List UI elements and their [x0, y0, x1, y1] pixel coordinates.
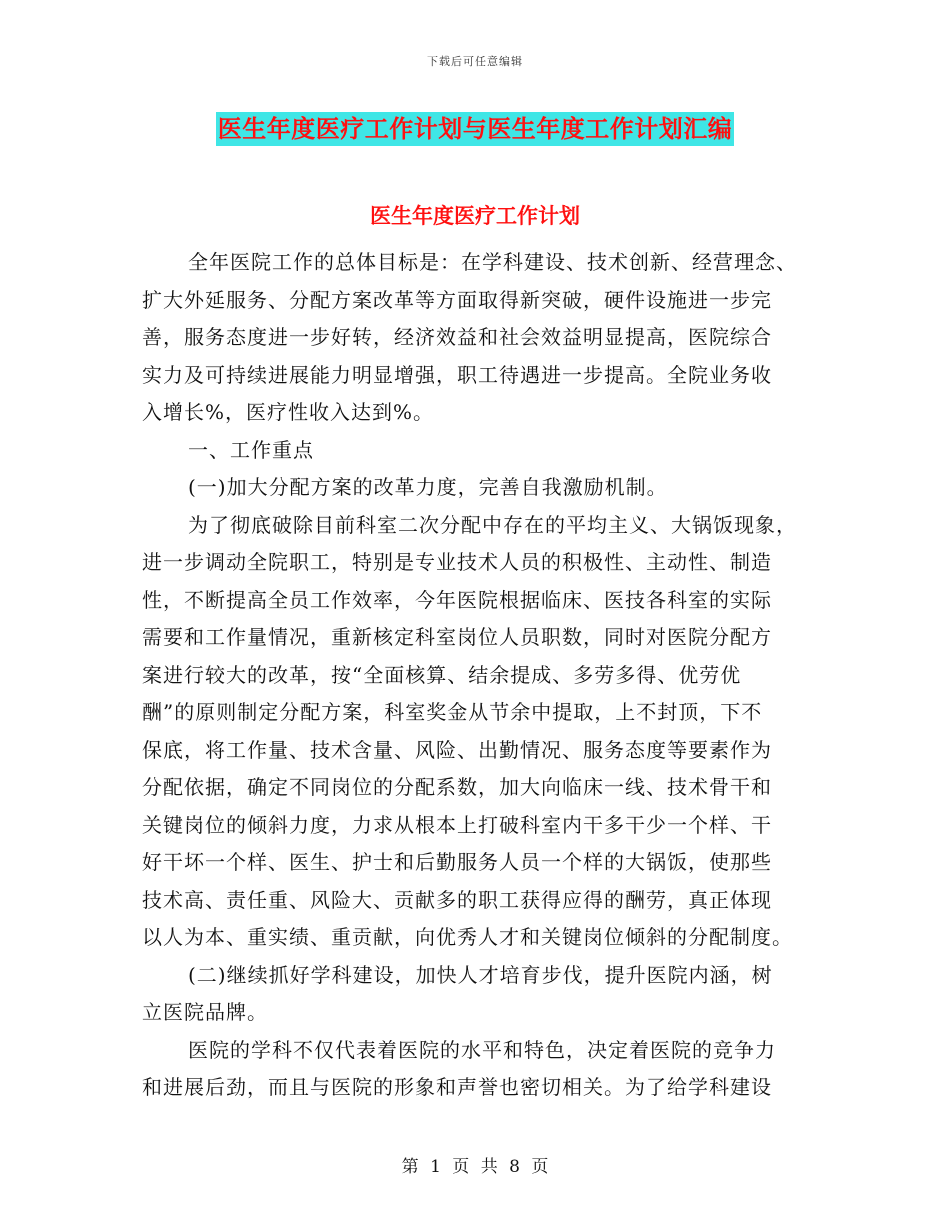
- body-line: 实力及可持续进展能力明显增强，职工待遇进一步提高。全院业务收: [142, 362, 772, 387]
- page-header-note: 下载后可任意编辑: [427, 55, 523, 68]
- body-line: 案进行较大的改革，按“全面核算、结余提成、多劳多得、优劳优: [142, 662, 742, 687]
- body-text: [142, 244, 810, 1107]
- body-line: 和进展后劲，而且与医院的形象和声誉也密切相关。为了给学科建设: [142, 1075, 772, 1099]
- body-line: 分配依据，确定不同岗位的分配系数，加大向临床一线、技术骨干和: [142, 775, 772, 799]
- body-line: 进一步调动全院职工，特别是专业技术人员的积极性、主动性、制造: [142, 550, 772, 574]
- body-line: 好干坏一个样、医生、护士和后勤服务人员一个样的大锅饭，使那些: [142, 850, 772, 874]
- body-line: 善，服务态度进一步好转，经济效益和社会效益明显提高，医院综合: [142, 325, 772, 349]
- body-line: 一、工作重点: [188, 437, 314, 462]
- document-main-title: 医生年度医疗工作计划与医生年度工作计划汇编: [216, 112, 735, 146]
- main-title-container: [0, 112, 950, 146]
- section-title: 医生年度医疗工作计划: [370, 203, 580, 228]
- body-line: 为了彻底破除目前科室二次分配中存在的平均主义、大锅饭现象，: [188, 512, 797, 537]
- body-line: (二)继续抓好学科建设，加快人才培育步伐，提升医院内涵，树: [188, 962, 773, 987]
- body-line: 以人为本、重实绩、重贡献，向优秀人才和关键岗位倾斜的分配制度。: [142, 925, 793, 949]
- body-line: 立医院品牌。: [142, 1000, 268, 1024]
- body-line: 酬”的原则制定分配方案，科室奖金从节余中提取，上不封顶，下不: [142, 700, 763, 724]
- body-line: 性，不断提高全员工作效率，今年医院根据临床、医技各科室的实际: [142, 587, 772, 612]
- page-footer: 第 1 页 共 8 页: [401, 1157, 549, 1177]
- body-line: 医院的学科不仅代表着医院的水平和特色，决定着医院的竞争力: [188, 1037, 776, 1062]
- body-line: 需要和工作量情况，重新核定科室岗位人员职数，同时对医院分配方: [142, 625, 772, 649]
- body-line: 入增长%，医疗性收入达到%。: [142, 400, 435, 424]
- body-line: 全年医院工作的总体目标是：在学科建设、技术创新、经营理念、: [188, 250, 797, 274]
- body-line: 保底，将工作量、技术含量、风险、出勤情况、服务态度等要素作为: [142, 737, 772, 762]
- body-line: (一)加大分配方案的改革力度，完善自我激励机制。: [188, 475, 668, 499]
- body-line: 扩大外延服务、分配方案改革等方面取得新突破，硬件设施进一步完: [142, 287, 772, 312]
- body-line: 技术高、责任重、风险大、贡献多的职工获得应得的酬劳，真正体现: [142, 887, 772, 912]
- body-line: 关键岗位的倾斜力度，力求从根本上打破科室内干多干少一个样、干: [142, 812, 772, 837]
